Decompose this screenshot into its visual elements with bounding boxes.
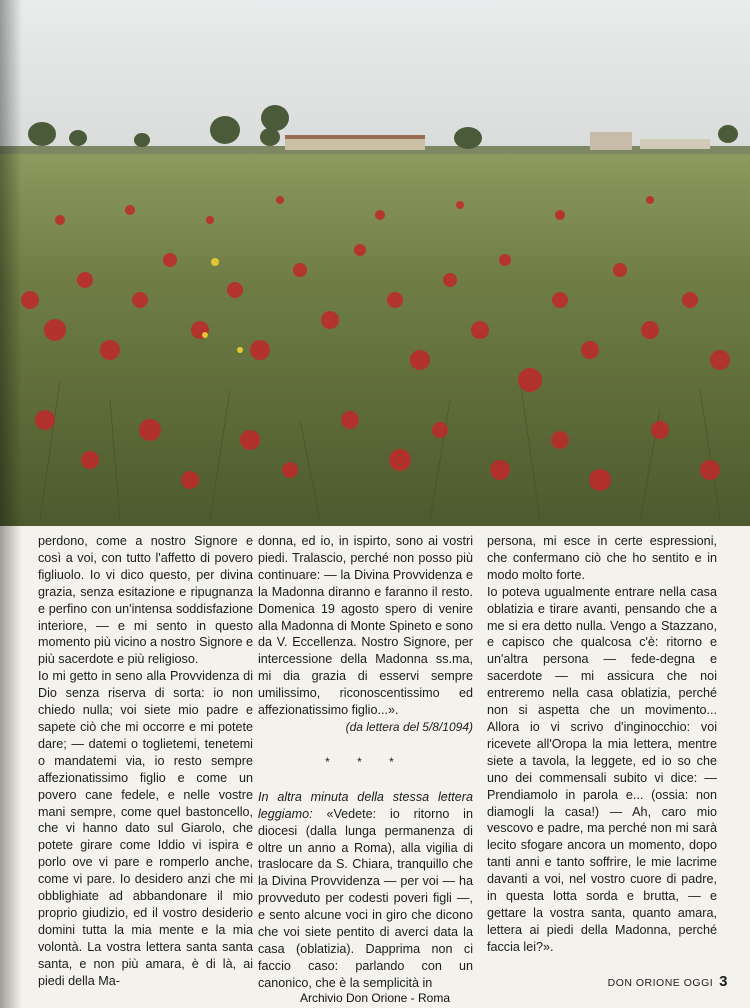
archive-caption: Archivio Don Orione - Roma [299, 991, 451, 1005]
paragraph: Io poteva ugualmente entrare nella casa oblatizia e tirare avanti, pensando che a me si era detto nulla. Vengo a Stazzano, e capisco che qualcosa c'è: ritorno e un'altra persona — fede-degna e sacerdote — mi assicura che noi entreremo nella casa oblatizia, perché non si aspetta che un movimento... Allora io vi scrivo d'inginocchio: voi ricevete all'Oropa la mia lettera, mentre siete a tavola, la leggete, ed io so che uno dei commensali subito vi dice: — Prendiamolo in parola e... (ossia: non diamogli la casa!) — Ah, caro mio vescovo e padre, ma perché non mi sarà lecito sfogare ancora un momento, dopo tanti anni e tanto soffrire, le mie lacrime davanti a voi, nel vostro cuore di padre, in questa lotta sorda e brutta, — e gettare la vostra santa, quanto amara, lettera ai piedi della Madonna, perché faccia lei?». [487, 584, 717, 954]
paragraph: Io mi getto in seno alla Provvidenza di Dio senza riserva di sorta: io non chiedo nulla; voi siete mio padre e sapete ciò che mi occorre e mi potete dare; — datemi o toglietemi, tenetemi o mandatemi via, io resto sempre affezionatissimo figlio e come un povero cane fedele, e nelle vostre mani sempre, come quel bastoncello, che vi hanno dato sul Giarolo, che potete girare come Iddio vi ispira e porlo ove vi pare e romperlo anche, come vi pare. Io desidero anzi che mi obblighiate ad abbandonare il mio proprio giudizio, ed il vostro desiderio domini tutta la mia mente e la mia volontà. La vostra lettera santa santa santa, e non più amara, è di là, ai piedi della Ma- [38, 669, 253, 988]
page-number: 3 [719, 973, 728, 990]
text-column-2 [258, 533, 473, 992]
paragraph: persona, mi esce in certe espressioni, che confermano ciò che ho sentito e in modo molto forte. [487, 534, 717, 582]
letter-source: (da lettera del 5/8/1094) [345, 719, 473, 734]
paragraph: donna, ed io, in ispirto, sono ai vostri piedi. Tralascio, perché non posso più continuare: — la Divina Provvidenza e la Madonna diranno e faranno il resto. Domenica 19 agosto spero di venire alla Madonna di Monte Spineto e sono da V. Eccellenza. Nostro Signore, per intercessione della Madonna ss.ma, mi dia grazia di esservi sempre umilissimo, riconoscentissimo ed affezionatissimo figlio...». [258, 534, 473, 718]
paragraph: perdono, come a nostro Signore e così a voi, con tutto l'affetto di povero figliuolo. Io vi dico questo, per divina grazia, senza esitazione e ripugnanza e perfino con un'intensa soddisfazione interiore, — e mi sento in questo momento più vicino a nostro Signore e più sacerdote e più religioso. [38, 534, 253, 667]
paragraph-intro: In altra minuta della stessa lettera leggiamo: [258, 789, 473, 821]
page-footer [608, 973, 728, 990]
text-column-1 [38, 533, 253, 989]
paragraph-body: «Vedete: io ritorno in diocesi (dalla lunga permanenza di oltre un anno a Roma), alla vigilia di traslocare da S. Chiara, tranquillo che la Divina Provvidenza — per voi — ha provveduto per codesti poveri figli —, e sento alcune voci in giro che dicono che voi siete pentito di averci data la casa (oblatizia). Dapprima non ci faccio caso: parlando con un canonico, che è la semplicità in [258, 806, 473, 990]
paragraph [258, 789, 473, 992]
magazine-name: DON ORIONE OGGI [607, 977, 714, 989]
section-separator: * * * [325, 754, 406, 769]
text-column-3 [487, 533, 717, 956]
